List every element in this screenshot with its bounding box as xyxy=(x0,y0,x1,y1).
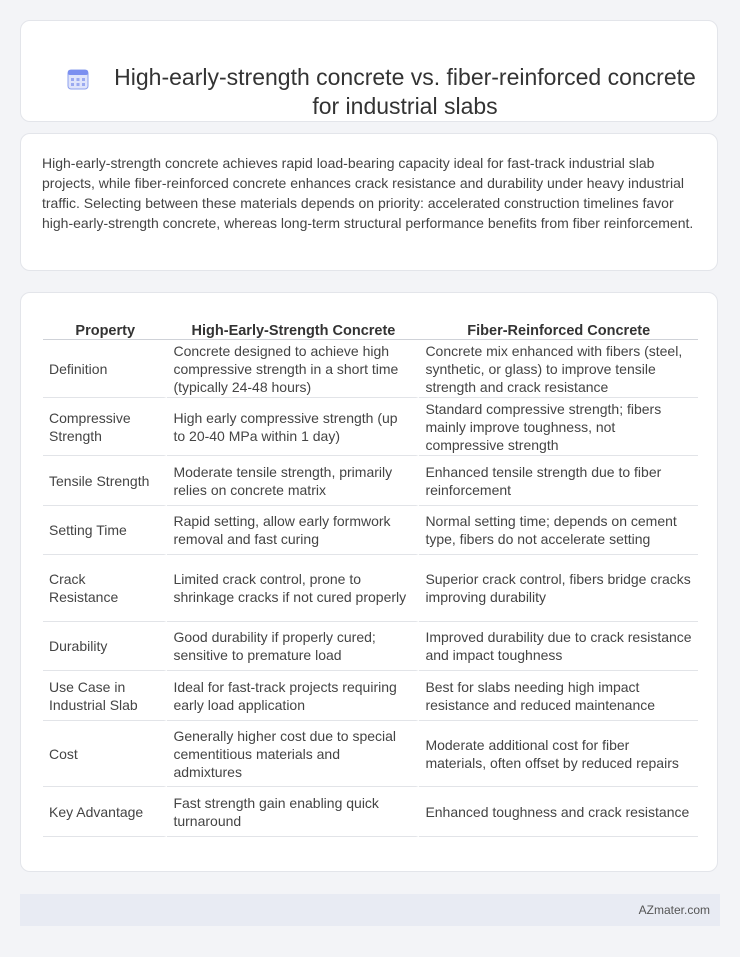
high-early-cell: Generally higher cost due to special cementitious materials and admixtures xyxy=(167,721,419,787)
fiber-cell: Improved durability due to crack resistance and impact toughness xyxy=(419,622,698,671)
comparison-card xyxy=(20,292,718,872)
column-header-high-early: High-Early-Strength Concrete xyxy=(167,315,419,340)
column-header-fiber: Fiber-Reinforced Concrete xyxy=(419,315,698,340)
table-row xyxy=(43,671,698,721)
high-early-cell: High early compressive strength (up to 20-40 MPa within 1 day) xyxy=(167,398,419,456)
intro-text: High-early-strength concrete achieves rapid load-bearing capacity ideal for fast-track industrial slab projects, while fiber-reinforced concrete enhances crack resistance and durability under heavy industrial traffic. Selecting between these materials depends on priority: accelerated construction timelines favor high-early-strength concrete, whereas long-term structural performance benefits from fiber reinforcement. xyxy=(42,155,694,231)
fiber-cell: Moderate additional cost for fiber materials, often offset by reduced repairs xyxy=(419,721,698,787)
high-early-cell: Concrete designed to achieve high compressive strength in a short time (typically 24-48 hours) xyxy=(167,340,419,398)
fiber-cell: Enhanced tensile strength due to fiber reinforcement xyxy=(419,456,698,506)
table-row xyxy=(43,721,698,787)
property-cell: Key Advantage xyxy=(43,787,167,837)
property-cell: Compressive Strength xyxy=(43,398,167,456)
high-early-cell: Fast strength gain enabling quick turnaround xyxy=(167,787,419,837)
title-card xyxy=(20,20,718,122)
fiber-cell: Superior crack control, fibers bridge cracks improving durability xyxy=(419,555,698,622)
footer-bar xyxy=(20,894,720,926)
table-header-row xyxy=(43,315,698,340)
property-cell: Use Case in Industrial Slab xyxy=(43,671,167,721)
high-early-cell: Good durability if properly cured; sensitive to premature load xyxy=(167,622,419,671)
page-title: High-early-strength concrete vs. fiber-reinforced concrete for industrial slabs xyxy=(114,64,696,119)
fiber-cell: Normal setting time; depends on cement type, fibers do not accelerate setting xyxy=(419,506,698,555)
table-row xyxy=(43,506,698,555)
fiber-cell: Standard compressive strength; fibers mainly improve toughness, not compressive strength xyxy=(419,398,698,456)
fiber-cell: Best for slabs needing high impact resistance and reduced maintenance xyxy=(419,671,698,721)
high-early-cell: Rapid setting, allow early formwork removal and fast curing xyxy=(167,506,419,555)
property-cell: Setting Time xyxy=(43,506,167,555)
property-cell: Cost xyxy=(43,721,167,787)
intro-card xyxy=(20,133,718,271)
table-row xyxy=(43,398,698,456)
table-row xyxy=(43,456,698,506)
column-header-property: Property xyxy=(43,315,167,340)
table-row xyxy=(43,555,698,622)
high-early-cell: Limited crack control, prone to shrinkage cracks if not cured properly xyxy=(167,555,419,622)
high-early-cell: Moderate tensile strength, primarily relies on concrete matrix xyxy=(167,456,419,506)
comparison-table xyxy=(43,315,698,837)
high-early-cell: Ideal for fast-track projects requiring early load application xyxy=(167,671,419,721)
property-cell: Definition xyxy=(43,340,167,398)
property-cell: Tensile Strength xyxy=(43,456,167,506)
table-row xyxy=(43,622,698,671)
table-row xyxy=(43,787,698,837)
property-cell: Durability xyxy=(43,622,167,671)
property-cell: Crack Resistance xyxy=(43,555,167,622)
table-row xyxy=(43,340,698,398)
fiber-cell: Enhanced toughness and crack resistance xyxy=(419,787,698,837)
calendar-grid-icon xyxy=(67,68,89,90)
fiber-cell: Concrete mix enhanced with fibers (steel, synthetic, or glass) to improve tensile strength and crack resistance xyxy=(419,340,698,398)
footer-brand[interactable]: AZmater.com xyxy=(638,903,710,917)
